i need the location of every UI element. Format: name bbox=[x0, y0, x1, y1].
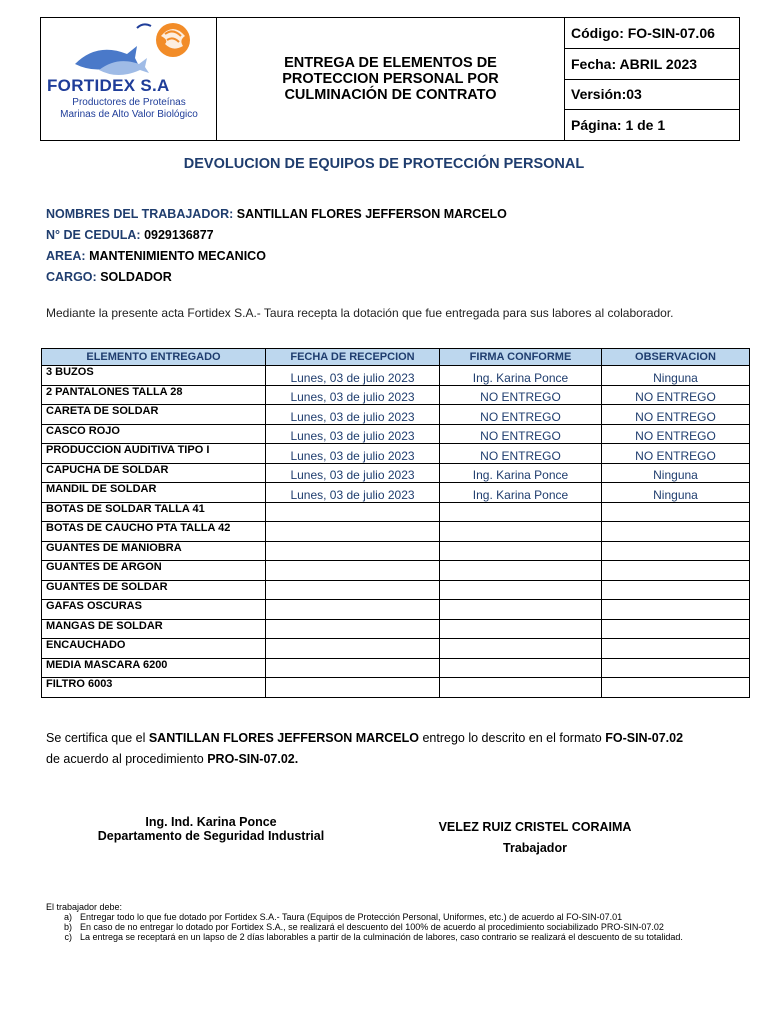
worker-id-line bbox=[46, 228, 214, 242]
col-header-observation: OBSERVACION bbox=[602, 349, 750, 366]
col-header-date: FECHA DE RECEPCION bbox=[266, 349, 440, 366]
doc-date: Fecha: ABRIL 2023 bbox=[565, 49, 739, 80]
worker-area-label: AREA: bbox=[46, 249, 86, 263]
cell-element: PRODUCCION AUDITIVA TIPO I bbox=[42, 444, 266, 464]
table-row bbox=[42, 483, 750, 503]
logo-cell bbox=[41, 18, 217, 140]
header-title-cell bbox=[217, 18, 565, 140]
cell-signature bbox=[440, 541, 602, 561]
cert-procedure-code: PRO-SIN-07.02. bbox=[207, 752, 299, 766]
cell-element: ENCAUCHADO bbox=[42, 639, 266, 659]
document-header bbox=[40, 17, 740, 141]
cell-date bbox=[266, 678, 440, 698]
cell-date bbox=[266, 502, 440, 522]
note-text: La entrega se receptará en un lapso de 2 días laborables a partir de la culminación de labores, caso contrario se realizará el descuento de su totalidad. bbox=[80, 932, 683, 942]
logo-subtitle-line1: Productores de Proteínas bbox=[72, 97, 186, 108]
signature-right bbox=[420, 820, 650, 855]
signature-right-name: VELEZ RUIZ CRISTEL CORAIMA bbox=[438, 820, 632, 834]
cell-element: GUANTES DE ARGON bbox=[42, 561, 266, 581]
table-row bbox=[42, 366, 750, 386]
header-meta-cell bbox=[565, 18, 739, 140]
logo-subtitle-line2: Marinas de Alto Valor Biológico bbox=[60, 109, 198, 120]
cell-date bbox=[266, 522, 440, 542]
note-text: En caso de no entregar lo dotado por Fortidex S.A., se realizará el descuento del 100% de acuerdo al procedimiento sociabilizado PRO-SIN-07.02 bbox=[80, 922, 664, 932]
cell-observation: Ninguna bbox=[602, 366, 750, 386]
cert-text-3: de acuerdo al procedimiento bbox=[46, 752, 208, 766]
table-row bbox=[42, 678, 750, 698]
note-item bbox=[46, 912, 726, 922]
cell-date: Lunes, 03 de julio 2023 bbox=[266, 385, 440, 405]
cell-observation bbox=[602, 561, 750, 581]
cell-date bbox=[266, 639, 440, 659]
cell-element: GAFAS OSCURAS bbox=[42, 600, 266, 620]
table-row bbox=[42, 600, 750, 620]
cell-element: GUANTES DE SOLDAR bbox=[42, 580, 266, 600]
worker-name: SANTILLAN FLORES JEFFERSON MARCELO bbox=[236, 207, 507, 221]
cell-signature: Ing. Karina Ponce bbox=[440, 366, 602, 386]
cert-text-1: Se certifica que el bbox=[46, 731, 149, 745]
cert-format-code: FO-SIN-07.02 bbox=[605, 731, 684, 745]
cell-element: 3 BUZOS bbox=[42, 366, 266, 386]
cell-observation bbox=[602, 580, 750, 600]
col-header-element: ELEMENTO ENTREGADO bbox=[42, 349, 266, 366]
cell-signature: Ing. Karina Ponce bbox=[440, 483, 602, 503]
cell-signature bbox=[440, 678, 602, 698]
cell-element: BOTAS DE CAUCHO PTA TALLA 42 bbox=[42, 522, 266, 542]
document-title: DEVOLUCION DE EQUIPOS DE PROTECCIÓN PERSONAL bbox=[183, 156, 585, 172]
cell-date: Lunes, 03 de julio 2023 bbox=[266, 366, 440, 386]
cell-element: BOTAS DE SOLDAR TALLA 41 bbox=[42, 502, 266, 522]
cell-signature bbox=[440, 619, 602, 639]
cell-signature: Ing. Karina Ponce bbox=[440, 463, 602, 483]
cell-date: Lunes, 03 de julio 2023 bbox=[266, 483, 440, 503]
note-item bbox=[46, 932, 726, 942]
cell-observation: Ninguna bbox=[602, 463, 750, 483]
worker-cargo: SOLDADOR bbox=[100, 270, 172, 284]
worker-obligations-notes bbox=[46, 902, 726, 942]
cell-observation: NO ENTREGO bbox=[602, 385, 750, 405]
cell-element: CARETA DE SOLDAR bbox=[42, 405, 266, 425]
cell-observation bbox=[602, 639, 750, 659]
table-row bbox=[42, 561, 750, 581]
table-row bbox=[42, 639, 750, 659]
cell-signature bbox=[440, 522, 602, 542]
certification-line1 bbox=[46, 731, 683, 745]
logo-company-name: FORTIDEX S.A bbox=[47, 76, 170, 95]
cell-date bbox=[266, 619, 440, 639]
cell-element: MANGAS DE SOLDAR bbox=[42, 619, 266, 639]
cell-date bbox=[266, 658, 440, 678]
table-row bbox=[42, 502, 750, 522]
signature-right-role: Trabajador bbox=[503, 841, 567, 855]
signature-left bbox=[80, 815, 342, 843]
worker-cargo-line bbox=[46, 270, 172, 284]
cell-signature bbox=[440, 561, 602, 581]
worker-id: 0929136877 bbox=[144, 228, 214, 242]
fortidex-logo-icon bbox=[69, 20, 199, 76]
cert-text-2: entrego lo descrito en el formato bbox=[419, 731, 606, 745]
cell-date: Lunes, 03 de julio 2023 bbox=[266, 463, 440, 483]
note-letter: a) bbox=[63, 912, 72, 922]
cell-observation bbox=[602, 600, 750, 620]
cell-element: 2 PANTALONES TALLA 28 bbox=[42, 385, 266, 405]
cell-date bbox=[266, 561, 440, 581]
cell-date bbox=[266, 600, 440, 620]
certification-line2 bbox=[46, 752, 298, 766]
table-row bbox=[42, 385, 750, 405]
cell-observation bbox=[602, 522, 750, 542]
cell-observation: NO ENTREGO bbox=[602, 424, 750, 444]
items-table bbox=[41, 348, 750, 698]
signature-left-name: Ing. Ind. Karina Ponce bbox=[145, 815, 277, 829]
table-row bbox=[42, 522, 750, 542]
cell-element: CAPUCHA DE SOLDAR bbox=[42, 463, 266, 483]
table-header-row bbox=[42, 349, 750, 366]
table-row bbox=[42, 424, 750, 444]
cell-signature bbox=[440, 502, 602, 522]
cell-signature: NO ENTREGO bbox=[440, 385, 602, 405]
cell-element: MANDIL DE SOLDAR bbox=[42, 483, 266, 503]
cell-element: FILTRO 6003 bbox=[42, 678, 266, 698]
cell-element: MEDIA MASCARA 6200 bbox=[42, 658, 266, 678]
worker-name-line bbox=[46, 207, 507, 221]
intro-paragraph: Mediante la presente acta Fortidex S.A.- Taura recepta la dotación que fue entregada para sus labores al colaborador. bbox=[46, 306, 674, 320]
doc-page: Página: 1 de 1 bbox=[571, 117, 666, 134]
note-letter: c) bbox=[64, 932, 72, 942]
worker-name-label: NOMBRES DEL TRABAJADOR: bbox=[46, 207, 234, 221]
cell-signature: NO ENTREGO bbox=[440, 405, 602, 425]
signature-left-dept: Departamento de Seguridad Industrial bbox=[97, 829, 325, 843]
table-row bbox=[42, 658, 750, 678]
cell-signature bbox=[440, 580, 602, 600]
worker-area-line bbox=[46, 249, 266, 263]
table-row bbox=[42, 580, 750, 600]
cell-date: Lunes, 03 de julio 2023 bbox=[266, 424, 440, 444]
cell-observation bbox=[602, 658, 750, 678]
cell-signature: NO ENTREGO bbox=[440, 444, 602, 464]
cell-observation bbox=[602, 678, 750, 698]
cell-observation: Ninguna bbox=[602, 483, 750, 503]
table-row bbox=[42, 405, 750, 425]
cell-signature: NO ENTREGO bbox=[440, 424, 602, 444]
header-title: ENTREGA DE ELEMENTOS DE PROTECCION PERSONAL POR CULMINACIÓN DE CONTRATO bbox=[282, 55, 499, 103]
worker-id-label: N° DE CEDULA: bbox=[46, 228, 141, 242]
cell-signature bbox=[440, 658, 602, 678]
cell-element: GUANTES DE MANIOBRA bbox=[42, 541, 266, 561]
worker-cargo-label: CARGO: bbox=[46, 270, 97, 284]
cell-signature bbox=[440, 600, 602, 620]
worker-area: MANTENIMIENTO MECANICO bbox=[89, 249, 266, 263]
doc-version: Versión:03 bbox=[565, 80, 739, 111]
cell-date bbox=[266, 580, 440, 600]
table-body bbox=[42, 366, 750, 698]
cell-date: Lunes, 03 de julio 2023 bbox=[266, 444, 440, 464]
cell-observation bbox=[602, 502, 750, 522]
notes-heading: El trabajador debe: bbox=[46, 902, 123, 912]
table-row bbox=[42, 619, 750, 639]
cell-signature bbox=[440, 639, 602, 659]
note-text: Entregar todo lo que fue dotado por Fortidex S.A.- Taura (Equipos de Protección Personal, Uniformes, etc.) de acuerdo al FO-SIN-07.01 bbox=[80, 912, 623, 922]
cert-worker-name: SANTILLAN FLORES JEFFERSON MARCELO bbox=[148, 731, 419, 745]
cell-observation bbox=[602, 541, 750, 561]
cell-date bbox=[266, 541, 440, 561]
cell-observation: NO ENTREGO bbox=[602, 405, 750, 425]
table-row bbox=[42, 444, 750, 464]
col-header-signature: FIRMA CONFORME bbox=[440, 349, 602, 366]
note-letter: b) bbox=[63, 922, 72, 932]
cell-observation: NO ENTREGO bbox=[602, 444, 750, 464]
table-row bbox=[42, 541, 750, 561]
table-row bbox=[42, 463, 750, 483]
cell-date: Lunes, 03 de julio 2023 bbox=[266, 405, 440, 425]
doc-code: Código: FO-SIN-07.06 bbox=[565, 18, 739, 49]
cell-element: CASCO ROJO bbox=[42, 424, 266, 444]
cell-observation bbox=[602, 619, 750, 639]
note-item bbox=[46, 922, 726, 932]
